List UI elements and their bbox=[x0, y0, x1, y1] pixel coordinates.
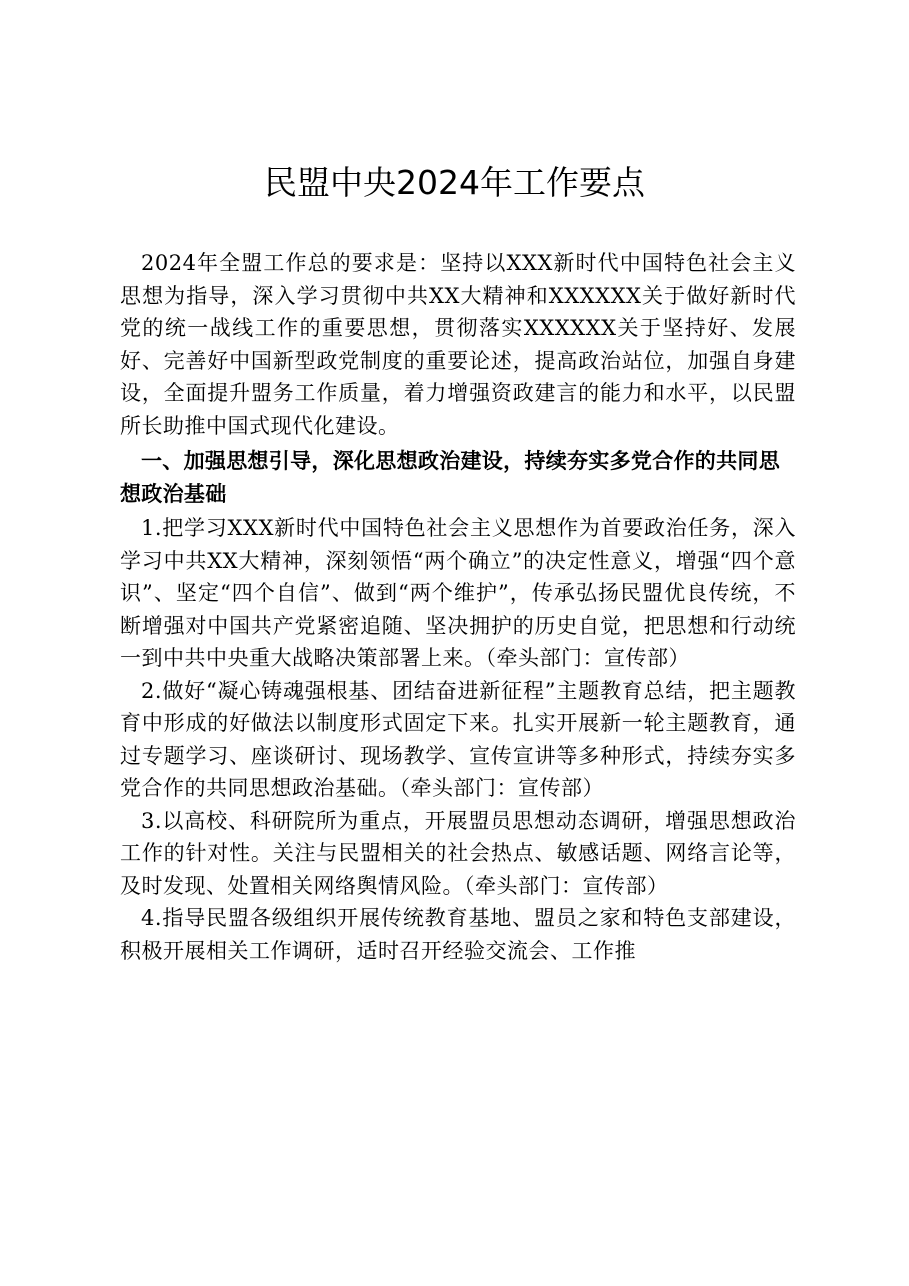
list-item: 3.以高校、科研院所为重点，开展盟员思想动态调研，增强思想政治工作的针对性。关注与民盟相关的社会热点、敏感话题、网络言论等，及时发现、处置相关网络舆情风险。（牵头部门：宣传部） bbox=[120, 808, 796, 898]
list-item: 1.把学习XXX新时代中国特色社会主义思想作为首要政治任务，深入学习中共XX大精神，深刻领悟“两个确立”的决定性意义，增强“四个意识”、坚定“四个自信”、做到“两个维护”，传承弘扬民盟优良传统，不断增强对中国共产党紧密追随、坚决拥护的历史自觉，把思想和行动统一到中共中央重大战略决策部署上来。（牵头部门：宣传部） bbox=[120, 516, 796, 670]
section-heading-1: 一、加强思想引导，深化思想政治建设，持续夯实多党合作的共同思想政治基础 bbox=[120, 449, 780, 506]
list-item: 4.指导民盟各级组织开展传统教育基地、盟员之家和特色支部建设，积极开展相关工作调研，适时召开经验交流会、工作推 bbox=[120, 906, 796, 963]
intro-paragraph: 2024年全盟工作总的要求是：坚持以XXX新时代中国特色社会主义思想为指导，深入学习贯彻中共XX大精神和XXXXXX关于做好新时代党的统一战线工作的重要思想，贯彻落实XXXXXX关于坚持好、发展好、完善好中国新型政党制度的重要论述，提高政治站位，加强自身建设，全面提升盟务工作质量，着力增强资政建言的能力和水平，以民盟所长助推中国式现代化建设。 bbox=[120, 251, 796, 438]
list-item: 2.做好“凝心铸魂强根基、团结奋进新征程”主题教育总结，把主题教育中形成的好做法以制度形式固定下来。扎实开展新一轮主题教育，通过专题学习、座谈研讨、现场教学、宣传宣讲等多种形式，持续夯实多党合作的共同思想政治基础。（牵头部门：宣传部） bbox=[120, 678, 796, 800]
document-title: 民盟中央2024年工作要点 bbox=[264, 163, 645, 202]
document-body bbox=[120, 247, 796, 967]
